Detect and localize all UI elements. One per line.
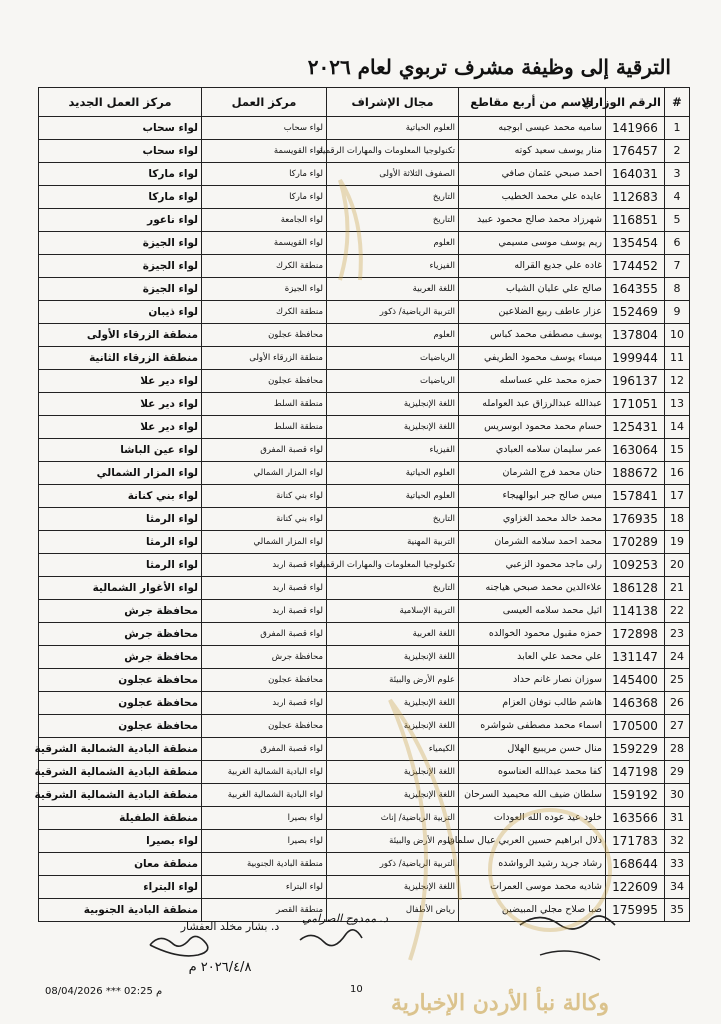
row-number: 2 bbox=[665, 140, 690, 163]
row-number: 23 bbox=[665, 623, 690, 646]
row-ministry-id: 159192 bbox=[606, 784, 665, 807]
row-name: دلال ابراهيم حسين العربي عيال سلمان bbox=[459, 830, 606, 853]
row-name: احمد صبحي عثمان صافي bbox=[459, 163, 606, 186]
row-work-center: منطقة الكرك bbox=[202, 301, 327, 324]
row-ministry-id: 172898 bbox=[606, 623, 665, 646]
row-work-center: لواء سحاب bbox=[202, 117, 327, 140]
page-title: الترقية إلى وظيفة مشرف تربوي لعام ٢٠٢٦ bbox=[307, 55, 671, 79]
row-field: اللغة الإنجليزية bbox=[327, 761, 459, 784]
row-name: حمزه محمد علي عساسله bbox=[459, 370, 606, 393]
row-new-work-center: لواء بني كنانة bbox=[39, 485, 202, 508]
row-new-work-center: لواء سحاب bbox=[39, 140, 202, 163]
row-new-work-center: لواء ناعور bbox=[39, 209, 202, 232]
row-field: علوم الأرض والبيئة bbox=[327, 830, 459, 853]
row-new-work-center: منطقة البادية الشمالية الشرقية bbox=[39, 738, 202, 761]
row-field: العلوم الحياتية bbox=[327, 117, 459, 140]
row-name: عمر سليمان سلامه العبادي bbox=[459, 439, 606, 462]
row-name: حنان محمد فرج الشرمان bbox=[459, 462, 606, 485]
row-field: رياض الأطفال bbox=[327, 899, 459, 922]
row-number: 18 bbox=[665, 508, 690, 531]
row-name: خلود عيد عوده الله العودات bbox=[459, 807, 606, 830]
row-work-center: لواء الجامعة bbox=[202, 209, 327, 232]
row-new-work-center: لواء المزار الشمالي bbox=[39, 462, 202, 485]
row-work-center: لواء قصبة اربد bbox=[202, 692, 327, 715]
row-ministry-id: 112683 bbox=[606, 186, 665, 209]
row-number: 16 bbox=[665, 462, 690, 485]
row-number: 1 bbox=[665, 117, 690, 140]
row-new-work-center: منطقة البادية الشمالية الشرقية bbox=[39, 784, 202, 807]
watermark-text: وكالة نبأ الأردن الإخبارية bbox=[390, 990, 610, 1016]
row-ministry-id: 159229 bbox=[606, 738, 665, 761]
row-new-work-center: محافظة جرش bbox=[39, 623, 202, 646]
row-number: 4 bbox=[665, 186, 690, 209]
row-work-center: لواء قصبة المفرق bbox=[202, 439, 327, 462]
row-new-work-center: لواء الرمثا bbox=[39, 508, 202, 531]
row-work-center: محافظة عجلون bbox=[202, 370, 327, 393]
header-name: الاسم من أربع مقاطع bbox=[459, 88, 606, 117]
row-field: الكيمياء bbox=[327, 738, 459, 761]
row-number: 15 bbox=[665, 439, 690, 462]
row-number: 5 bbox=[665, 209, 690, 232]
row-ministry-id: 146368 bbox=[606, 692, 665, 715]
row-ministry-id: 174452 bbox=[606, 255, 665, 278]
row-name: محمد خالد محمد الغزاوي bbox=[459, 508, 606, 531]
row-field: اللغة العربية bbox=[327, 278, 459, 301]
row-new-work-center: منطقة البادية الجنوبية bbox=[39, 899, 202, 922]
row-name: حمزه مقبول محمود الخوالده bbox=[459, 623, 606, 646]
row-work-center: لواء المزار الشمالي bbox=[202, 531, 327, 554]
row-new-work-center: منطقة معان bbox=[39, 853, 202, 876]
row-work-center: لواء قصبة اربد bbox=[202, 600, 327, 623]
row-number: 25 bbox=[665, 669, 690, 692]
row-number: 9 bbox=[665, 301, 690, 324]
row-ministry-id: 196137 bbox=[606, 370, 665, 393]
row-name: ميساء يوسف محمود الطريفي bbox=[459, 347, 606, 370]
row-name: غاده علي جديع القراله bbox=[459, 255, 606, 278]
row-ministry-id: 176935 bbox=[606, 508, 665, 531]
row-name: اثيل محمد سلامه العيسى bbox=[459, 600, 606, 623]
row-number: 33 bbox=[665, 853, 690, 876]
row-number: 22 bbox=[665, 600, 690, 623]
row-field: العلوم الحياتية bbox=[327, 485, 459, 508]
row-ministry-id: 163566 bbox=[606, 807, 665, 830]
row-field: العلوم bbox=[327, 324, 459, 347]
row-work-center: لواء البتراء bbox=[202, 876, 327, 899]
row-name: حسام محمد محمود ابوسريس bbox=[459, 416, 606, 439]
row-work-center: محافظة عجلون bbox=[202, 715, 327, 738]
row-field: اللغة الإنجليزية bbox=[327, 646, 459, 669]
row-name: صبا صلاح مجلي المبيضين bbox=[459, 899, 606, 922]
row-name: عزار عاطف ربيع الضلاعين bbox=[459, 301, 606, 324]
row-number: 24 bbox=[665, 646, 690, 669]
row-field: التاريخ bbox=[327, 209, 459, 232]
row-name: رشاد جريد رشيد الرواشده bbox=[459, 853, 606, 876]
row-number: 6 bbox=[665, 232, 690, 255]
row-work-center: لواء القويسمة bbox=[202, 140, 327, 163]
row-field: اللغة الإنجليزية bbox=[327, 393, 459, 416]
row-name: علي محمد علي العابد bbox=[459, 646, 606, 669]
row-number: 8 bbox=[665, 278, 690, 301]
row-ministry-id: 141966 bbox=[606, 117, 665, 140]
row-ministry-id: 170500 bbox=[606, 715, 665, 738]
row-new-work-center: منطقة الطفيلة bbox=[39, 807, 202, 830]
row-new-work-center: لواء الجيزة bbox=[39, 278, 202, 301]
row-field: التربية المهنية bbox=[327, 531, 459, 554]
row-work-center: لواء بني كنانة bbox=[202, 485, 327, 508]
row-number: 27 bbox=[665, 715, 690, 738]
row-new-work-center: لواء ماركا bbox=[39, 163, 202, 186]
row-name: عبدالله عبدالرزاق عبد العوامله bbox=[459, 393, 606, 416]
row-number: 20 bbox=[665, 554, 690, 577]
row-name: هاشم طالب نوفان العزام bbox=[459, 692, 606, 715]
signature-name-middle: د. ممدوح الصرامي bbox=[302, 912, 388, 925]
row-new-work-center: محافظة جرش bbox=[39, 600, 202, 623]
row-number: 19 bbox=[665, 531, 690, 554]
row-ministry-id: 171051 bbox=[606, 393, 665, 416]
row-name: محمد احمد سلامه الشرمان bbox=[459, 531, 606, 554]
row-work-center: لواء الجيزة bbox=[202, 278, 327, 301]
row-ministry-id: 175995 bbox=[606, 899, 665, 922]
row-new-work-center: لواء سحاب bbox=[39, 117, 202, 140]
row-field: الرياضيات bbox=[327, 370, 459, 393]
row-work-center: لواء القويسمة bbox=[202, 232, 327, 255]
row-work-center: منطقة السلط bbox=[202, 393, 327, 416]
row-ministry-id: 176457 bbox=[606, 140, 665, 163]
row-ministry-id: 109253 bbox=[606, 554, 665, 577]
row-work-center: لواء بني كنانة bbox=[202, 508, 327, 531]
row-number: 29 bbox=[665, 761, 690, 784]
row-ministry-id: 171783 bbox=[606, 830, 665, 853]
row-work-center: لواء قصبة المفرق bbox=[202, 623, 327, 646]
row-work-center: منطقة السلط bbox=[202, 416, 327, 439]
row-number: 3 bbox=[665, 163, 690, 186]
header-no: # bbox=[665, 88, 690, 117]
row-new-work-center: منطقة الزرقاء الأولى bbox=[39, 324, 202, 347]
row-name: اسماء محمد مصطفى شواشره bbox=[459, 715, 606, 738]
row-work-center: منطقة البادية الجنوبية bbox=[202, 853, 327, 876]
row-name: كفا محمد عبدالله العناسوه bbox=[459, 761, 606, 784]
row-work-center: لواء البادية الشمالية الغربية bbox=[202, 784, 327, 807]
row-new-work-center: لواء البتراء bbox=[39, 876, 202, 899]
row-number: 34 bbox=[665, 876, 690, 899]
row-field: علوم الأرض والبيئة bbox=[327, 669, 459, 692]
row-number: 30 bbox=[665, 784, 690, 807]
row-name: يوسف مصطفى محمد كباس bbox=[459, 324, 606, 347]
row-field: تكنولوجيا المعلومات والمهارات الرقمية bbox=[327, 554, 459, 577]
row-ministry-id: 131147 bbox=[606, 646, 665, 669]
row-number: 7 bbox=[665, 255, 690, 278]
row-name: شاديه محمد موسى العمرات bbox=[459, 876, 606, 899]
header-new-center: مركز العمل الجديد bbox=[39, 88, 202, 117]
row-new-work-center: لواء دير علا bbox=[39, 393, 202, 416]
row-ministry-id: 188672 bbox=[606, 462, 665, 485]
row-number: 32 bbox=[665, 830, 690, 853]
header-center: مركز العمل bbox=[202, 88, 327, 117]
row-name: علاءالدين محمد صبحي هياجنه bbox=[459, 577, 606, 600]
row-ministry-id: 164031 bbox=[606, 163, 665, 186]
row-name: شهرزاد محمد صالح محمود عبيد bbox=[459, 209, 606, 232]
signature-name-left: د. بشار مخلد العفشار bbox=[180, 920, 280, 933]
row-new-work-center: لواء ماركا bbox=[39, 186, 202, 209]
row-field: الرياضيات bbox=[327, 347, 459, 370]
row-new-work-center: لواء الرمثا bbox=[39, 531, 202, 554]
row-number: 31 bbox=[665, 807, 690, 830]
row-ministry-id: 157841 bbox=[606, 485, 665, 508]
row-ministry-id: 135454 bbox=[606, 232, 665, 255]
row-ministry-id: 116851 bbox=[606, 209, 665, 232]
row-number: 35 bbox=[665, 899, 690, 922]
row-work-center: لواء بصيرا bbox=[202, 830, 327, 853]
row-new-work-center: لواء دير علا bbox=[39, 416, 202, 439]
row-name: سوزان نصار غانم حداد bbox=[459, 669, 606, 692]
row-ministry-id: 147198 bbox=[606, 761, 665, 784]
row-field: التربية الرياضية/ ذكور bbox=[327, 853, 459, 876]
row-work-center: لواء قصبة المفرق bbox=[202, 738, 327, 761]
row-field: اللغة الإنجليزية bbox=[327, 784, 459, 807]
signature-date: ٢٠٢٦/٤/٨ م bbox=[188, 960, 252, 975]
row-new-work-center: لواء الجيزة bbox=[39, 232, 202, 255]
row-field: الصفوف الثلاثة الأولى bbox=[327, 163, 459, 186]
row-field: العلوم bbox=[327, 232, 459, 255]
row-new-work-center: منطقة الزرقاء الثانية bbox=[39, 347, 202, 370]
row-new-work-center: محافظة عجلون bbox=[39, 715, 202, 738]
row-field: الفيزياء bbox=[327, 255, 459, 278]
row-field: التاريخ bbox=[327, 508, 459, 531]
row-name: عايده علي محمد الخطيب bbox=[459, 186, 606, 209]
row-new-work-center: لواء الجيزة bbox=[39, 255, 202, 278]
row-number: 17 bbox=[665, 485, 690, 508]
row-field: التاريخ bbox=[327, 186, 459, 209]
row-field: الفيزياء bbox=[327, 439, 459, 462]
row-work-center: لواء قصبة اربد bbox=[202, 577, 327, 600]
row-new-work-center: لواء دير علا bbox=[39, 370, 202, 393]
row-new-work-center: لواء ذيبان bbox=[39, 301, 202, 324]
row-new-work-center: لواء عين الباشا bbox=[39, 439, 202, 462]
row-ministry-id: 163064 bbox=[606, 439, 665, 462]
row-name: سلطان ضيف الله محيميد السرحان bbox=[459, 784, 606, 807]
row-ministry-id: 164355 bbox=[606, 278, 665, 301]
row-field: العلوم الحياتية bbox=[327, 462, 459, 485]
row-number: 26 bbox=[665, 692, 690, 715]
row-work-center: لواء ماركا bbox=[202, 186, 327, 209]
row-number: 21 bbox=[665, 577, 690, 600]
header-id: الرقم الوزاري bbox=[606, 88, 665, 117]
row-new-work-center: منطقة البادية الشمالية الشرقية bbox=[39, 761, 202, 784]
footer-timestamp: 08/04/2026 *** 02:25 م bbox=[45, 986, 163, 997]
row-new-work-center: لواء الأغوار الشمالية bbox=[39, 577, 202, 600]
footer-page-number: 10 bbox=[350, 984, 363, 995]
row-number: 14 bbox=[665, 416, 690, 439]
row-name: ميس صالح جبر ابوالهيجاء bbox=[459, 485, 606, 508]
row-number: 10 bbox=[665, 324, 690, 347]
row-field: التاريخ bbox=[327, 577, 459, 600]
row-ministry-id: 170289 bbox=[606, 531, 665, 554]
row-ministry-id: 152469 bbox=[606, 301, 665, 324]
row-work-center: لواء البادية الشمالية الغربية bbox=[202, 761, 327, 784]
row-name: ريم يوسف موسى مسيمي bbox=[459, 232, 606, 255]
row-work-center: منطقة الزرقاء الأولى bbox=[202, 347, 327, 370]
row-new-work-center: محافظة عجلون bbox=[39, 692, 202, 715]
row-field: اللغة الإنجليزية bbox=[327, 876, 459, 899]
row-number: 13 bbox=[665, 393, 690, 416]
row-ministry-id: 137804 bbox=[606, 324, 665, 347]
row-name: ساميه محمد عيسى ابوجبه bbox=[459, 117, 606, 140]
row-field: اللغة الإنجليزية bbox=[327, 416, 459, 439]
row-field: التربية الإسلامية bbox=[327, 600, 459, 623]
row-work-center: لواء المزار الشمالي bbox=[202, 462, 327, 485]
row-new-work-center: لواء بصيرا bbox=[39, 830, 202, 853]
row-ministry-id: 145400 bbox=[606, 669, 665, 692]
row-work-center: لواء ماركا bbox=[202, 163, 327, 186]
row-name: منار يوسف سعيد كوته bbox=[459, 140, 606, 163]
row-work-center: منطقة القصر bbox=[202, 899, 327, 922]
row-field: اللغة الإنجليزية bbox=[327, 715, 459, 738]
row-work-center: محافظة جرش bbox=[202, 646, 327, 669]
row-name: منال حسن مريبيع الهلال bbox=[459, 738, 606, 761]
row-number: 12 bbox=[665, 370, 690, 393]
row-work-center: محافظة عجلون bbox=[202, 669, 327, 692]
row-new-work-center: محافظة عجلون bbox=[39, 669, 202, 692]
row-work-center: محافظة عجلون bbox=[202, 324, 327, 347]
row-field: التربية الرياضية/ ذكور bbox=[327, 301, 459, 324]
row-ministry-id: 199944 bbox=[606, 347, 665, 370]
row-work-center: لواء قصبة اربد bbox=[202, 554, 327, 577]
row-name: رلى ماجد محمود الزعبي bbox=[459, 554, 606, 577]
row-new-work-center: محافظة جرش bbox=[39, 646, 202, 669]
header-field: مجال الإشراف bbox=[327, 88, 459, 117]
row-field: اللغة العربية bbox=[327, 623, 459, 646]
row-field: اللغة الإنجليزية bbox=[327, 692, 459, 715]
row-ministry-id: 186128 bbox=[606, 577, 665, 600]
row-work-center: منطقة الكرك bbox=[202, 255, 327, 278]
row-new-work-center: لواء الرمثا bbox=[39, 554, 202, 577]
row-ministry-id: 125431 bbox=[606, 416, 665, 439]
row-number: 28 bbox=[665, 738, 690, 761]
row-field: تكنولوجيا المعلومات والمهارات الرقمية bbox=[327, 140, 459, 163]
row-field: التربية الرياضية/ إناث bbox=[327, 807, 459, 830]
row-name: صالح علي عليان الشياب bbox=[459, 278, 606, 301]
row-ministry-id: 114138 bbox=[606, 600, 665, 623]
row-work-center: لواء بصيرا bbox=[202, 807, 327, 830]
row-ministry-id: 168644 bbox=[606, 853, 665, 876]
row-ministry-id: 122609 bbox=[606, 876, 665, 899]
row-number: 11 bbox=[665, 347, 690, 370]
